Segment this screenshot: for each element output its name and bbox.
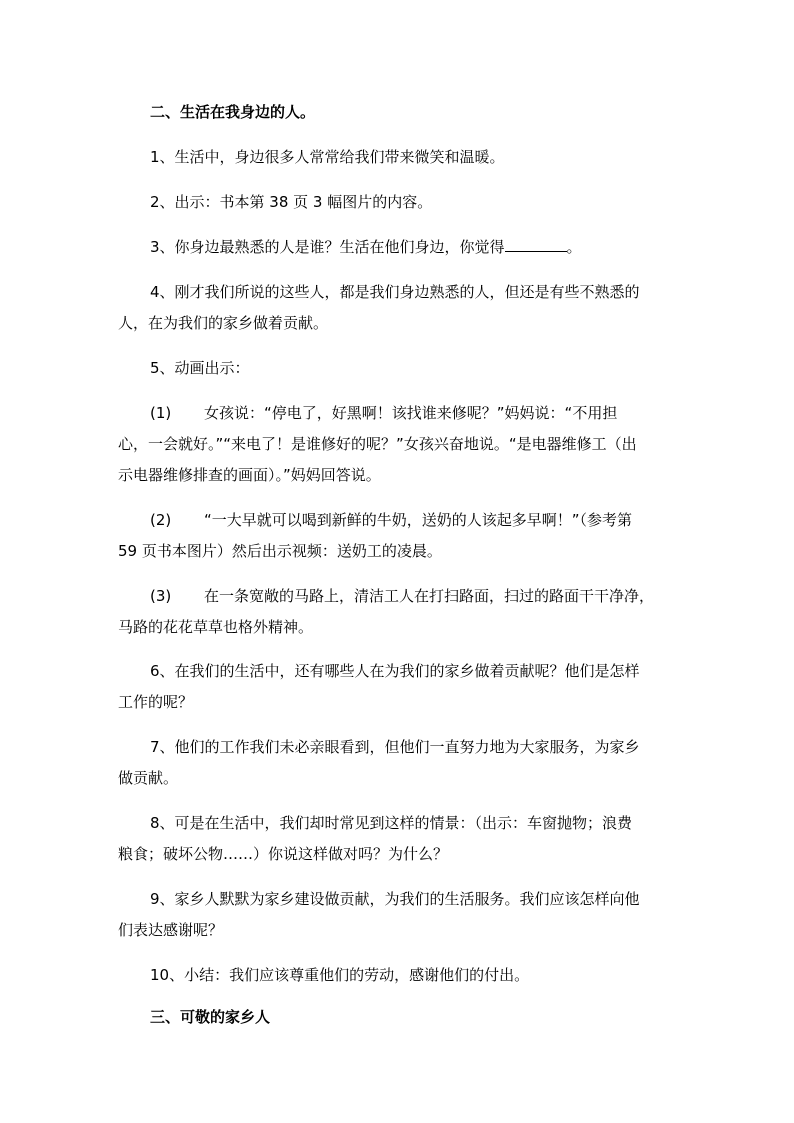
item-5: 5、动画出示： <box>150 359 250 377</box>
sub-item-2-number: (2) <box>150 511 172 529</box>
item-4-line-1: 4、刚才我们所说的这些人，都是我们身边熟悉的人，但还是有些不熟悉的 <box>150 283 640 301</box>
section-2-heading: 二、生活在我身边的人。 <box>150 103 316 121</box>
sub-item-1-number: (1) <box>150 404 172 422</box>
sub-item-1-line-3: 示电器维修排查的画面）。”妈妈回答说。 <box>118 466 381 484</box>
item-8-line-1: 8、可是在生活中，我们却时常见到这样的情景：（出示：车窗抛物；浪费 <box>150 814 633 832</box>
sub-item-3-text: 在一条宽敞的马路上，清洁工人在打扫路面，扫过的路面干干净净， <box>204 587 655 605</box>
item-2: 2、出示：书本第 38 页 3 幅图片的内容。 <box>150 193 433 211</box>
sub-item-1-text: 女孩说：“停电了，好黑啊！该找谁来修呢？”妈妈说：“不用担 <box>204 404 618 422</box>
sub-item-3-line-2: 马路的花花草草也格外精神。 <box>118 618 314 636</box>
item-9-line-2: 们表达感谢呢？ <box>118 921 224 939</box>
item-6-line-1: 6、在我们的生活中，还有哪些人在为我们的家乡做着贡献呢？他们是怎样 <box>150 662 640 680</box>
item-4-line-2: 人，在为我们的家乡做着贡献。 <box>118 314 329 332</box>
item-1: 1、生活中，身边很多人常常给我们带来微笑和温暖。 <box>150 148 505 166</box>
sub-item-2-text: “一大早就可以喝到新鲜的牛奶，送奶的人该起多早啊！”（参考第 <box>204 511 633 529</box>
item-6-line-2: 工作的呢？ <box>118 693 194 711</box>
item-3 <box>150 233 710 261</box>
item-7-line-1: 7、他们的工作我们未必亲眼看到，但他们一直努力地为大家服务，为家乡 <box>150 738 640 756</box>
item-3-end: 。 <box>566 238 582 256</box>
sub-item-2-line-1 <box>150 506 710 534</box>
item-3-text: 3、你身边最熟悉的人是谁？生活在他们身边，你觉得 <box>150 238 505 256</box>
sub-item-2-line-2: 59 页书本图片）然后出示视频：送奶工的凌晨。 <box>118 542 442 560</box>
item-10: 10、小结：我们应该尊重他们的劳动，感谢他们的付出。 <box>150 966 530 984</box>
item-7-line-2: 做贡献。 <box>118 769 179 787</box>
fill-in-blank <box>505 237 567 252</box>
sub-item-1-line-2: 心，一会就好。”“来电了！是谁修好的呢？”女孩兴奋地说。“是电器维修工（出 <box>118 435 637 453</box>
sub-item-1-line-1 <box>150 399 710 427</box>
sub-item-3-line-1 <box>150 582 710 610</box>
item-8-line-2: 粮食；破坏公物……）你说这样做对吗？为什么？ <box>118 845 449 863</box>
section-3-heading: 三、可敬的家乡人 <box>150 1008 271 1026</box>
sub-item-3-number: (3) <box>150 587 172 605</box>
item-9-line-1: 9、家乡人默默为家乡建设做贡献，为我们的生活服务。我们应该怎样向他 <box>150 890 640 908</box>
